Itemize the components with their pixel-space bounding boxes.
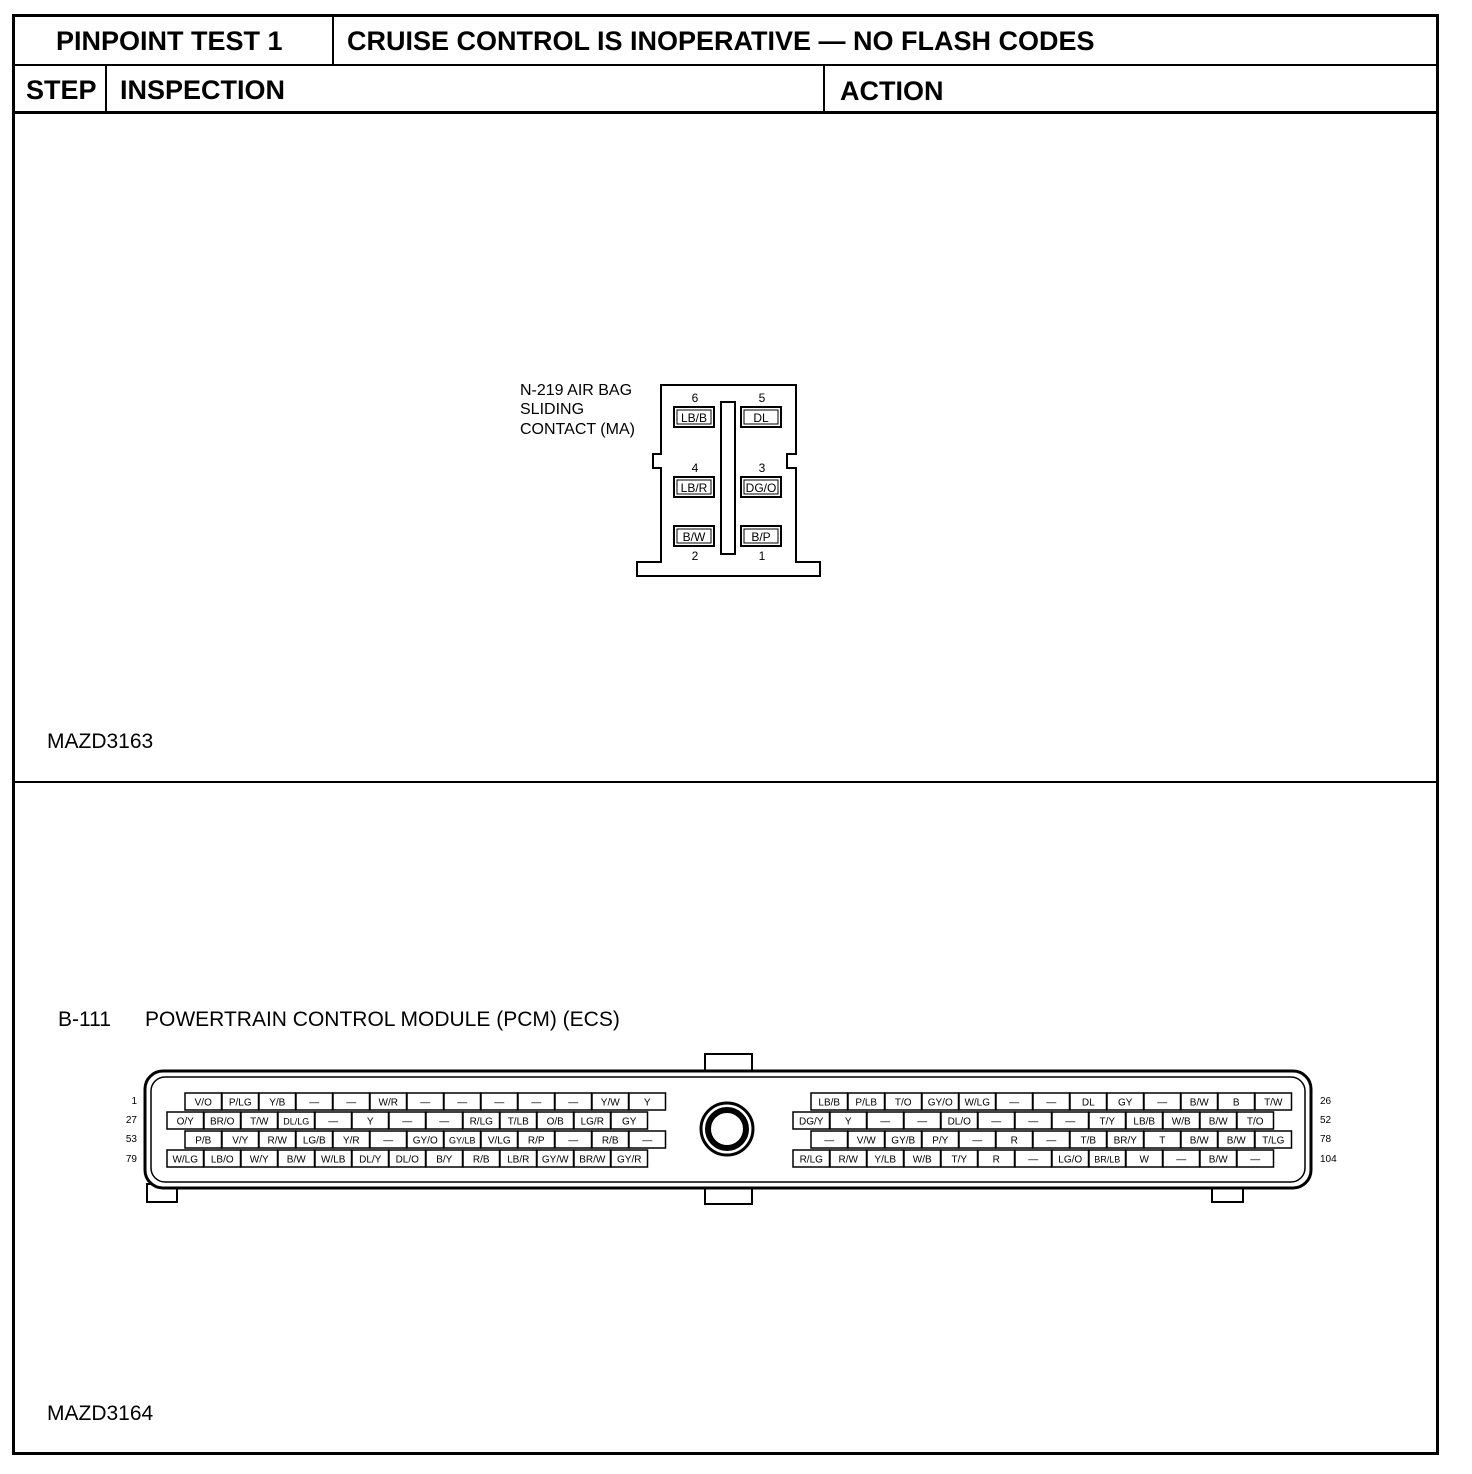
row-number-right: 78 <box>1320 1134 1332 1145</box>
right-pin-wire-color: R/LG <box>799 1154 823 1166</box>
connector-center-slot <box>721 402 735 554</box>
right-pin-wire-color: B/W <box>1208 1154 1228 1166</box>
right-pin-wire-color: V/W <box>856 1135 876 1147</box>
action-cell-divider <box>823 65 825 113</box>
left-pin-wire-color: V/Y <box>232 1135 249 1147</box>
right-pin-wire-color: W/B <box>1171 1116 1191 1128</box>
right-pin-wire-color: — <box>1028 1116 1039 1128</box>
left-pin-wire-color: GY <box>622 1116 637 1128</box>
left-pin-wire-color: BR/O <box>210 1116 235 1128</box>
right-pin-wire-color: — <box>917 1116 928 1128</box>
left-pin-wire-color: V/O <box>194 1097 212 1109</box>
right-pin-wire-color: BR/LB <box>1094 1154 1121 1165</box>
right-pin-wire-color: P/LB <box>855 1097 878 1109</box>
right-pin-wire-color: — <box>1065 1116 1076 1128</box>
right-pin-wire-color: B/W <box>1226 1135 1246 1147</box>
left-pin-wire-color: GY/R <box>617 1154 642 1166</box>
right-pin-wire-color: B/W <box>1189 1097 1209 1109</box>
right-pin-wire-color: DL <box>1081 1097 1095 1109</box>
left-pin-wire-color: BR/W <box>579 1154 606 1166</box>
right-pin-wire-color: T/O <box>894 1097 912 1109</box>
left-pin-wire-color: — <box>642 1135 653 1147</box>
right-pin-wire-color: — <box>1046 1097 1057 1109</box>
pinpoint-test-label: PINPOINT TEST 1 <box>56 26 283 56</box>
figure-code: MAZD3163 <box>47 730 154 753</box>
pin-number: 1 <box>758 549 766 563</box>
connector-label-line-2: SLIDING <box>520 401 585 418</box>
left-pin-wire-color: W/LG <box>172 1154 199 1166</box>
right-pin-wire-color: — <box>880 1116 891 1128</box>
right-pin-wire-color: W/LG <box>964 1097 991 1109</box>
pcm-connector-id: B-111 <box>58 1008 111 1031</box>
left-pin-wire-color: R/P <box>527 1135 545 1147</box>
frame-top-line <box>12 14 1439 17</box>
right-pin-wire-color: R <box>992 1154 1000 1166</box>
air-bag-connector-diagram <box>630 380 830 585</box>
left-pin-wire-color: R/B <box>601 1135 619 1147</box>
left-pin-wire-color: — <box>457 1097 468 1109</box>
connector-label-line-3: CONTACT (MA) <box>520 421 635 438</box>
right-pin-wire-color: T/W <box>1264 1097 1283 1109</box>
pcm-connector-name: POWERTRAIN CONTROL MODULE (PCM) (ECS) <box>145 1008 620 1031</box>
left-pin-wire-color: Y/W <box>600 1097 620 1109</box>
right-pin-wire-color: B/W <box>1189 1135 1209 1147</box>
left-pin-wire-color: O/B <box>546 1116 564 1128</box>
right-pin-wire-color: — <box>824 1135 835 1147</box>
right-pin-wire-color: GY/B <box>891 1135 916 1147</box>
pin-wire-color: DG/O <box>745 481 777 495</box>
pin-wire-color: DL <box>753 411 769 425</box>
pin-number: 6 <box>691 391 699 405</box>
pin-wire-color: B/W <box>682 530 706 544</box>
left-pin-wire-color: — <box>402 1116 413 1128</box>
left-pin-wire-color: P/B <box>195 1135 212 1147</box>
left-pin-wire-color: W/Y <box>249 1154 269 1166</box>
left-pin-wire-color: — <box>309 1097 320 1109</box>
right-pin-wire-color: GY <box>1118 1097 1133 1109</box>
left-pin-wire-color: Y <box>643 1097 651 1109</box>
left-pin-wire-color: DL/O <box>395 1154 419 1166</box>
right-pin-wire-color: T/Y <box>1099 1116 1116 1128</box>
left-pin-wire-color: — <box>568 1097 579 1109</box>
header-divider-line <box>12 64 1439 66</box>
left-pin-wire-color: T/W <box>250 1116 269 1128</box>
left-pin-wire-color: — <box>568 1135 579 1147</box>
right-pin-wire-color: — <box>1009 1097 1020 1109</box>
column-header-action: ACTION <box>840 76 944 106</box>
right-pin-wire-color: GY/O <box>927 1097 953 1109</box>
right-pin-wire-color: — <box>1176 1154 1187 1166</box>
left-pin-wire-color: V/LG <box>487 1135 511 1147</box>
right-pin-wire-color: T <box>1159 1135 1166 1147</box>
right-pin-wire-color: Y/LB <box>874 1154 897 1166</box>
title-cell-divider <box>332 14 334 65</box>
left-pin-wire-color: DL/LG <box>283 1116 310 1127</box>
left-pin-wire-color: LG/R <box>580 1116 604 1128</box>
right-pin-wire-color: T/O <box>1246 1116 1264 1128</box>
right-pin-wire-color: W/B <box>912 1154 932 1166</box>
right-pin-wire-color: B <box>1232 1097 1240 1109</box>
pin-number: 3 <box>758 461 766 475</box>
left-pin-wire-color: Y <box>366 1116 374 1128</box>
right-pin-wire-color: B/W <box>1208 1116 1228 1128</box>
left-pin-wire-color: LB/O <box>210 1154 234 1166</box>
right-pin-wire-color: BR/Y <box>1113 1135 1137 1147</box>
right-pin-wire-color: T/Y <box>951 1154 968 1166</box>
pin-wire-color: LB/R <box>680 481 708 495</box>
left-pin-wire-color: R/B <box>472 1154 490 1166</box>
pin-wire-color: B/P <box>751 530 771 544</box>
column-header-step: STEP <box>26 75 97 105</box>
pcm-connector-diagram <box>0 1040 1472 1215</box>
left-pin-wire-color: — <box>439 1116 450 1128</box>
frame-right-line <box>1436 14 1439 1455</box>
right-pin-wire-color: DG/Y <box>799 1116 824 1128</box>
right-pin-wire-color: — <box>1046 1135 1057 1147</box>
column-header-bottom-line <box>12 111 1439 114</box>
figure-divider-line <box>12 781 1439 783</box>
row-number-right: 26 <box>1320 1096 1332 1107</box>
connector-top-latch <box>705 1054 752 1072</box>
pin-wire-color: LB/B <box>680 411 708 425</box>
left-pin-wire-color: Y/B <box>269 1097 286 1109</box>
left-pin-wire-color: B/W <box>286 1154 306 1166</box>
left-pin-wire-color: R/W <box>267 1135 287 1147</box>
left-pin-wire-color: DL/Y <box>359 1154 382 1166</box>
left-pin-wire-color: T/LB <box>507 1116 529 1128</box>
left-pin-wire-color: W/LB <box>321 1154 346 1166</box>
test-title: CRUISE CONTROL IS INOPERATIVE — NO FLASH CODES <box>347 26 1095 56</box>
right-pin-wire-color: R <box>1010 1135 1018 1147</box>
row-number-left: 1 <box>131 1096 137 1107</box>
row-number-left: 27 <box>125 1115 137 1126</box>
left-pin-wire-color: — <box>346 1097 357 1109</box>
row-number-left: 53 <box>125 1134 137 1145</box>
right-pin-wire-color: T/B <box>1080 1135 1097 1147</box>
left-pin-wire-color: Y/R <box>342 1135 360 1147</box>
left-pin-wire-color: — <box>420 1097 431 1109</box>
left-pin-wire-color: LG/B <box>302 1135 326 1147</box>
left-pin-wire-color: GY/O <box>412 1135 438 1147</box>
right-pin-wire-color: — <box>1028 1154 1039 1166</box>
right-pin-wire-color: LG/O <box>1058 1154 1083 1166</box>
frame-left-line <box>12 14 15 1455</box>
figure-code: MAZD3164 <box>47 1402 154 1425</box>
right-pin-wire-color: T/LG <box>1262 1135 1285 1147</box>
pin-number: 2 <box>691 549 699 563</box>
right-pin-wire-color: — <box>972 1135 983 1147</box>
left-pin-wire-color: — <box>383 1135 394 1147</box>
row-number-left: 79 <box>125 1154 137 1165</box>
pin-number: 5 <box>758 391 766 405</box>
right-pin-wire-color: DL/O <box>947 1116 971 1128</box>
row-number-right: 52 <box>1320 1115 1332 1126</box>
left-pin-wire-color: GY/W <box>541 1154 569 1166</box>
right-pin-wire-color: W <box>1139 1154 1149 1166</box>
step-cell-divider <box>105 65 107 113</box>
left-pin-wire-color: B/Y <box>436 1154 453 1166</box>
right-pin-wire-color: R/W <box>838 1154 858 1166</box>
left-pin-wire-color: R/LG <box>469 1116 493 1128</box>
left-pin-wire-color: O/Y <box>176 1116 194 1128</box>
left-pin-wire-color: W/R <box>378 1097 398 1109</box>
pin-number: 4 <box>691 461 699 475</box>
right-pin-wire-color: LB/B <box>1133 1116 1156 1128</box>
left-pin-wire-color: — <box>531 1097 542 1109</box>
right-pin-wire-color: — <box>1250 1154 1261 1166</box>
left-pin-wire-color: — <box>494 1097 505 1109</box>
right-pin-wire-color: LB/B <box>818 1097 841 1109</box>
left-pin-wire-color: LB/R <box>507 1154 530 1166</box>
left-pin-wire-color: GY/LB <box>448 1135 476 1146</box>
row-number-right: 104 <box>1320 1154 1337 1165</box>
connector-housing <box>637 385 820 576</box>
connector-label-line-1: N-219 AIR BAG <box>520 382 633 399</box>
right-pin-wire-color: Y <box>844 1116 852 1128</box>
left-pin-wire-color: P/LG <box>228 1097 252 1109</box>
column-header-inspection: INSPECTION <box>120 75 286 105</box>
right-pin-wire-color: — <box>1157 1097 1168 1109</box>
frame-bottom-line <box>12 1452 1439 1455</box>
right-pin-wire-color: P/Y <box>932 1135 949 1147</box>
left-pin-wire-color: — <box>328 1116 339 1128</box>
right-pin-wire-color: — <box>991 1116 1002 1128</box>
